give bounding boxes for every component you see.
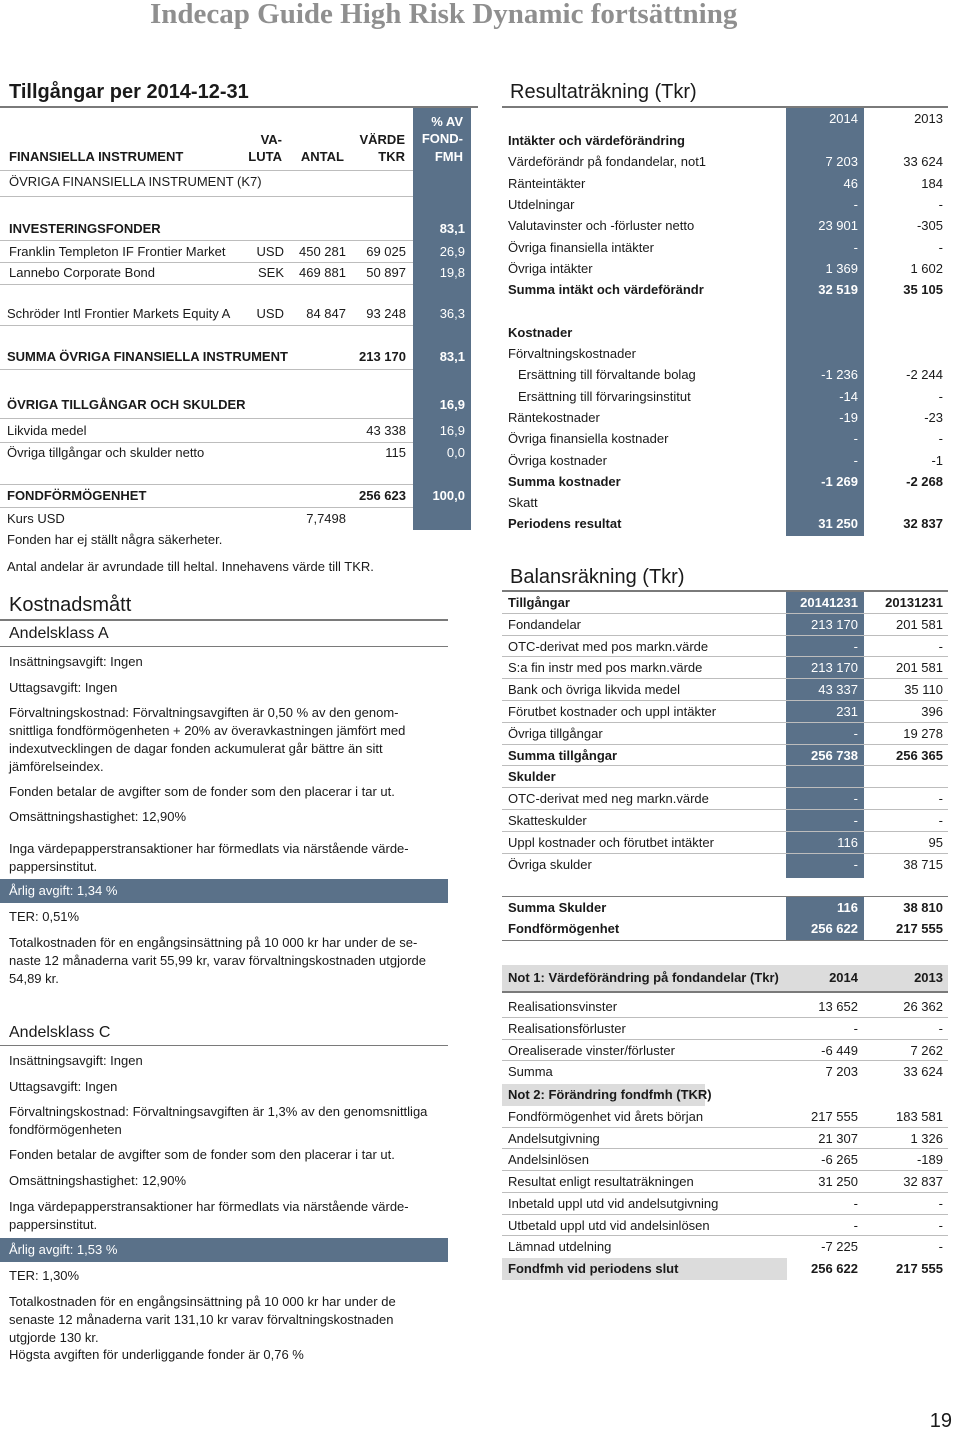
group-label: [0, 171, 413, 193]
class-a-p1: Insättningsavgift: Ingen: [9, 654, 143, 669]
group-investeringsfonder: [0, 218, 478, 240]
row-label: Förvaltningskostnader: [508, 346, 636, 361]
sum-pct: 83,1: [439, 349, 465, 364]
row-value-2013: 201 581: [896, 660, 943, 676]
holdings-title-rule: [0, 106, 478, 108]
row-value-2014: 213 170: [811, 616, 858, 632]
table-row: [0, 241, 478, 263]
row-label: Ersättning till förvaringsinstitut: [518, 388, 691, 404]
divider: [502, 940, 948, 941]
row-label: Ränteintäkter: [508, 175, 586, 191]
header-varde-1: VÄRDE: [359, 132, 405, 147]
row-label: Resultat enligt resultaträkningen: [508, 1174, 694, 1190]
row-value-2014: 43 337: [818, 682, 858, 698]
table-row: [502, 173, 948, 195]
table-row: [502, 151, 948, 173]
table-row: [502, 237, 948, 259]
class-c-p3: Förvaltningskostnad: Förvaltningsavgiften är 1,3% av den genomsnittliga fondförmögenheten: [9, 1104, 428, 1137]
group2-name: INVESTERINGSFONDER: [9, 221, 161, 236]
row-value-2014: 46: [843, 175, 858, 191]
other-name: ÖVRIGA TILLGÅNGAR OCH SKULDER: [7, 397, 246, 412]
table-row: [502, 322, 948, 344]
row-value-2013: -2 244: [906, 367, 943, 383]
row-value-2014: -: [853, 1020, 858, 1036]
row-value-2013: 396: [921, 704, 943, 719]
other-pct: 16,9: [439, 397, 465, 412]
class-a-p4: Fonden betalar de avgifter som de fonder som den placerar i tar ut.: [9, 784, 395, 799]
table-row: [502, 364, 948, 386]
row-label: Andelsinlösen: [508, 1152, 589, 1168]
header-antal: ANTAL: [300, 149, 344, 164]
group1-name: ÖVRIGA FINANSIELLA INSTRUMENT (K7): [9, 174, 262, 189]
row-value-2013: -: [938, 638, 943, 654]
table-row: [502, 996, 948, 1018]
kurs-value: 7,7498: [306, 511, 346, 526]
row-value-2014: -14: [839, 388, 858, 404]
row-label: Övriga skulder: [508, 856, 592, 872]
row-value-2013: 32 837: [903, 516, 943, 532]
row-value-2013: 1 602: [910, 260, 943, 276]
class-a-p7: Totalkostnaden för en engångsinsättning på 10 000 kr har under de se-naste 12 månaderna varit 55,99 kr, varav förvaltningskostnaden utgjorde 54,89 kr.: [9, 935, 426, 986]
row-value-2014: -: [853, 1217, 858, 1233]
row-value-2014: -19: [839, 409, 858, 425]
costs-title-rule: [0, 619, 448, 621]
costs-title: Kostnadsmått: [9, 594, 132, 616]
fund-value: 256 623: [359, 488, 406, 503]
divider: [0, 325, 413, 326]
row-value-2014: -: [853, 452, 858, 468]
row-value-2014: 116: [837, 834, 858, 850]
row-value-2014: -6 265: [821, 1152, 858, 1168]
group2-pct: 83,1: [439, 221, 465, 236]
table-row: [502, 343, 948, 365]
row-value-2013: 33 624: [903, 1064, 943, 1080]
table-row: [502, 1171, 948, 1193]
other-assets-row: [0, 394, 478, 416]
table-row: [502, 428, 948, 450]
holding-value: 93 248: [366, 306, 406, 321]
row-value-2013: -: [938, 1020, 943, 1036]
row-label: Lämnad utdelning: [508, 1239, 612, 1255]
row-label: Intäkter och värdeförändring: [508, 133, 685, 148]
class-a-p5: Omsättningshastighet: 12,90%: [9, 809, 187, 824]
holding-antal: 84 847: [306, 306, 346, 321]
row-label: Summa: [508, 1064, 553, 1080]
header-valuta-1: VA-: [260, 132, 282, 147]
table-row: [502, 450, 948, 472]
note-row: [0, 556, 478, 578]
row-label: Uppl kostnader och förutbet intäkter: [508, 834, 714, 850]
row-label: Förutbet kostnader och uppl intäkter: [508, 704, 717, 719]
row-value-2014: -: [853, 725, 858, 741]
row-value-2014: -: [853, 791, 858, 807]
other-row-value: 115: [385, 445, 406, 460]
row-value-2013: -189: [916, 1152, 943, 1168]
row-value-2014: 21 307: [818, 1130, 858, 1146]
row-value-2013: 20131231: [885, 595, 943, 610]
note1-title: Not 1: Värdeförändring på fondandelar (Tkr): [508, 970, 779, 985]
header-valuta-2: LUTA: [248, 149, 282, 164]
row-value-2013: -: [938, 196, 943, 212]
holdings-title: Tillgångar per 2014-12-31: [9, 81, 249, 103]
table-row: [502, 723, 948, 745]
sum-skulder-2013: 38 810: [903, 900, 943, 915]
table-row: [502, 1128, 948, 1150]
class-c-title: Andelsklass C: [9, 1024, 111, 1041]
row-label: Övriga kostnader: [508, 452, 607, 468]
holding-value: 69 025: [366, 244, 406, 259]
table-row: [502, 832, 948, 854]
row-value-2014: 20141231: [800, 595, 858, 610]
row-value-2013: 95: [928, 834, 943, 850]
divider: [0, 196, 413, 197]
class-c-p1: Insättningsavgift: Ingen: [9, 1053, 143, 1068]
row-label: Skatt: [508, 495, 538, 511]
class-c-p4: Fonden betalar de avgifter som de fonder som den placerar i tar ut.: [9, 1147, 395, 1162]
row-value-2013: 184: [921, 175, 943, 191]
table-row: [502, 788, 948, 810]
row-value-2013: 26 362: [903, 999, 943, 1014]
row-value-2013: 1 326: [910, 1130, 943, 1146]
row-value-2014: 231: [836, 704, 858, 719]
note1-header: [502, 967, 948, 989]
table-row: [502, 258, 948, 280]
table-row: [502, 1149, 948, 1171]
income-title: Resultaträkning (Tkr): [510, 81, 697, 103]
fondformogenhet-label: Fondförmögenhet: [508, 921, 620, 936]
fondformogenhet-2013: 217 555: [896, 921, 943, 936]
row-value-2013: 32 837: [903, 1174, 943, 1190]
holding-name: Schröder Intl Frontier Markets Equity A: [7, 306, 231, 321]
divider: [0, 284, 413, 285]
row-label: Realisationsvinster: [508, 999, 618, 1014]
row-value-2013: -: [938, 1239, 943, 1255]
table-row: [0, 262, 478, 284]
other-row-pct: 16,9: [439, 423, 465, 438]
row-value-2014: -7 225: [821, 1239, 858, 1255]
row-label: Realisationsförluster: [508, 1020, 626, 1036]
row-value-2013: 256 365: [896, 747, 943, 763]
note2-title: Not 2: Förändring fondfmh (TKR): [508, 1087, 712, 1102]
kurs-row: [0, 508, 478, 530]
table-row: [502, 194, 948, 216]
row-label: Utdelningar: [508, 196, 575, 212]
row-label: Periodens resultat: [508, 516, 622, 532]
table-row: [502, 592, 948, 614]
note-no-collateral: Fonden har ej ställt några säkerheter.: [7, 532, 223, 547]
holding-value: 50 897: [366, 265, 406, 280]
fondformogenhet-row: [502, 918, 948, 940]
table-row: [502, 701, 948, 723]
class-c-annual-fee: Årlig avgift: 1,53 %: [0, 1238, 448, 1262]
income-year-2013: 2013: [914, 111, 943, 126]
row-value-2014: 32 519: [818, 282, 858, 298]
row-value-2014: 213 170: [811, 660, 858, 676]
row-value-2014: -1 236: [821, 367, 858, 383]
table-row: [502, 1061, 948, 1083]
class-c-ter: TER: 1,30%: [9, 1268, 80, 1283]
other-row-name: Övriga tillgångar och skulder netto: [7, 445, 205, 460]
row-value-2014: 23 901: [818, 218, 858, 234]
table-row: [502, 407, 948, 429]
row-value-2014: -6 449: [821, 1042, 858, 1058]
table-row: [502, 471, 948, 493]
row-value-2013: 33 624: [903, 154, 943, 170]
header-pct-2: FOND-: [421, 131, 463, 146]
sum-skulder-label: Summa Skulder: [508, 900, 607, 915]
header-varde-2: TKR: [378, 149, 405, 164]
row-label: Skatteskulder: [508, 813, 587, 828]
table-row: [502, 679, 948, 701]
sum-skulder-row: [502, 897, 948, 919]
divider: [0, 1045, 448, 1046]
balance-title: Balansräkning (Tkr): [510, 566, 685, 588]
table-row: [502, 745, 948, 767]
holding-currency: USD: [256, 306, 284, 321]
holding-currency: SEK: [257, 265, 284, 280]
note-row: [0, 529, 478, 551]
holding-currency: USD: [256, 244, 284, 259]
row-value-2014: 7 203: [825, 1064, 858, 1080]
table-row: [502, 657, 948, 679]
row-value-2013: -23: [924, 409, 943, 425]
other-row-name: Likvida medel: [7, 423, 87, 438]
row-value-2013: -: [938, 791, 943, 807]
class-a-p3: Förvaltningskostnad: Förvaltningsavgiften är 0,50 % av den genom-snittliga fondförmögenheten + 20% av överavkastningen jämfört med indexutvecklingen de dagar fonden ackumulerat går bättre än sitt jämförelseindex.: [9, 705, 406, 774]
row-label: OTC-derivat med pos markn.värde: [508, 638, 709, 654]
row-label: Bank och övriga likvida medel: [508, 682, 680, 698]
row-label: Andelsutgivning: [508, 1130, 600, 1146]
table-row: [502, 854, 948, 876]
row-value-2014: -: [853, 196, 858, 212]
holding-antal: 469 881: [299, 265, 346, 280]
holding-pct: 36,3: [439, 306, 465, 321]
header-pct-3: FMH: [434, 149, 463, 164]
row-label: Orealiserade vinster/förluster: [508, 1042, 675, 1058]
table-row: [502, 1106, 948, 1128]
table-row: [502, 1236, 948, 1258]
row-label: Värdeförändr på fondandelar, not1: [508, 154, 707, 170]
row-label: Räntekostnader: [508, 409, 600, 425]
fondformogenhet-2014: 256 622: [811, 921, 858, 936]
class-c-p5: Omsättningshastighet: 12,90%: [9, 1173, 187, 1188]
row-value-2013: -: [938, 388, 943, 404]
fund-name: FONDFÖRMÖGENHET: [7, 488, 147, 503]
row-value-2013: 7 262: [910, 1042, 943, 1058]
table-row: [502, 636, 948, 658]
class-a-p6: Inga värdepapperstransaktioner har förmedlats via närstående värde-pappersinstitut.: [9, 841, 409, 874]
sum-name: SUMMA ÖVRIGA FINANSIELLA INSTRUMENT: [7, 349, 288, 364]
sum-value: 213 170: [359, 349, 406, 364]
class-c-p6: Inga värdepapperstransaktioner har förmedlats via närstående värde-pappersinstitut.: [9, 1199, 409, 1232]
class-c-p8: Högsta avgiften för underliggande fonder är 0,76 %: [9, 1347, 304, 1362]
row-value-2014: 1 369: [825, 260, 858, 276]
other-row-pct: 0,0: [446, 445, 465, 460]
row-value-2014: 31 250: [818, 516, 858, 532]
note2-header: [502, 1084, 948, 1106]
page-number: 19: [929, 1410, 952, 1432]
table-row: [0, 420, 478, 442]
fund-total-row: [0, 485, 478, 507]
row-value-2013: -: [938, 1217, 943, 1233]
row-value-2013: 183 581: [896, 1109, 943, 1124]
kurs-label: Kurs USD: [7, 511, 65, 526]
row-value-2014: 217 555: [811, 1109, 858, 1124]
row-label: Övriga tillgångar: [508, 725, 603, 741]
row-value-2014: -: [853, 239, 858, 255]
row-label: Summa tillgångar: [508, 747, 618, 763]
row-value-2013: 35 110: [904, 682, 943, 698]
class-a-title: Andelsklass A: [9, 625, 109, 642]
row-label: S:a fin instr med pos markn.värde: [508, 660, 703, 676]
holding-pct: 26,9: [439, 244, 465, 259]
row-label: Summa intäkt och värdeförändr: [508, 282, 704, 298]
row-value-2014: 7 203: [825, 154, 858, 170]
row-label: Fondandelar: [508, 616, 581, 632]
table-row: [502, 300, 948, 322]
row-value-2013: -: [938, 239, 943, 255]
table-row: [502, 386, 948, 408]
class-a-p2: Uttagsavgift: Ingen: [9, 680, 118, 695]
row-label: Skulder: [508, 769, 556, 785]
table-row: [0, 303, 478, 325]
row-label: Valutavinster och -förluster netto: [508, 218, 695, 234]
row-value-2014: -: [853, 813, 858, 828]
table-row: [502, 492, 948, 514]
row-label: Ersättning till förvaltande bolag: [518, 367, 696, 383]
note2-final-label: Fondfmh vid periodens slut: [508, 1261, 679, 1276]
row-value-2013: -1: [931, 452, 943, 468]
holding-pct: 19,8: [439, 265, 465, 280]
table-row: [502, 766, 948, 788]
row-value-2014: -: [853, 1195, 858, 1211]
row-label: Summa kostnader: [508, 473, 621, 489]
table-row: [502, 1193, 948, 1215]
row-label: Övriga finansiella kostnader: [508, 431, 669, 447]
income-year-header: [502, 108, 948, 130]
row-value-2013: 38 715: [903, 856, 943, 872]
row-label: Övriga intäkter: [508, 260, 593, 276]
holding-name: Franklin Templeton IF Frontier Market: [9, 244, 226, 259]
row-label: Övriga finansiella intäkter: [508, 239, 654, 255]
note1-year-2013: 2013: [914, 970, 943, 985]
note2-final-row: [502, 1258, 948, 1280]
row-value-2014: -: [853, 856, 858, 872]
other-row-value: 43 338: [366, 423, 406, 438]
row-label: Kostnader: [508, 324, 573, 340]
class-a-ter: TER: 0,51%: [9, 909, 80, 924]
note1-rule: [502, 991, 948, 993]
row-value-2013: -2 268: [906, 473, 943, 489]
holding-name: Lannebo Corporate Bond: [9, 265, 156, 280]
note2-final-2014: 256 622: [811, 1261, 858, 1276]
table-row: [502, 1040, 948, 1062]
row-label: Utbetald uppl utd vid andelsinlösen: [508, 1217, 710, 1233]
table-row: [502, 1215, 948, 1237]
sum-row: [0, 346, 478, 368]
divider: [0, 646, 448, 647]
row-value-2013: 19 278: [903, 725, 943, 741]
row-value-2013: -305: [916, 218, 943, 234]
table-row: [502, 810, 948, 832]
table-row: [502, 279, 948, 301]
row-value-2014: -: [853, 638, 858, 654]
row-value-2013: -: [938, 813, 943, 828]
class-c-p7: Totalkostnaden för en engångsinsättning på 10 000 kr har under de senaste 12 månaderna varit 131,10 kr varav förvaltningskostnaden utgjorde 130 kr.: [9, 1294, 396, 1345]
row-value-2013: 35 105: [903, 282, 943, 298]
page-title: Indecap Guide High Risk Dynamic fortsättning: [150, 0, 738, 30]
sum-skulder-2014: 116: [837, 900, 858, 915]
divider: [0, 418, 413, 419]
class-a-annual-fee: Årlig avgift: 1,34 %: [0, 879, 448, 903]
row-value-2014: -1 269: [821, 473, 858, 489]
header-instrument: FINANSIELLA INSTRUMENT: [9, 149, 184, 164]
table-row: [0, 442, 478, 464]
holdings-header: [0, 110, 478, 170]
row-value-2014: 13 652: [818, 999, 858, 1014]
income-year-2014: 2014: [829, 111, 858, 126]
note1-year-2014: 2014: [829, 970, 858, 985]
table-row: [502, 1018, 948, 1040]
row-value-2013: 201 581: [896, 616, 943, 632]
row-label: Inbetald uppl utd vid andelsutgivning: [508, 1195, 719, 1211]
note2-final-2013: 217 555: [896, 1261, 943, 1276]
row-value-2014: 256 738: [811, 747, 858, 763]
table-row: [502, 614, 948, 636]
table-row: [502, 130, 948, 152]
header-pct-1: % AV: [431, 114, 463, 129]
row-value-2014: -: [853, 431, 858, 447]
table-row: [502, 513, 948, 535]
row-value-2013: -: [938, 1195, 943, 1211]
row-label: Fondförmögenhet vid årets början: [508, 1109, 704, 1124]
class-c-p2: Uttagsavgift: Ingen: [9, 1079, 118, 1094]
holding-antal: 450 281: [299, 244, 346, 259]
row-label: Tillgångar: [508, 595, 570, 610]
table-row: [502, 215, 948, 237]
divider: [0, 369, 413, 370]
fund-pct: 100,0: [432, 488, 465, 503]
note-rounding: Antal andelar är avrundade till heltal. Innehavens värde till TKR.: [7, 559, 374, 574]
row-value-2013: -: [938, 431, 943, 447]
row-value-2014: 31 250: [818, 1174, 858, 1190]
row-label: OTC-derivat med neg markn.värde: [508, 791, 709, 807]
